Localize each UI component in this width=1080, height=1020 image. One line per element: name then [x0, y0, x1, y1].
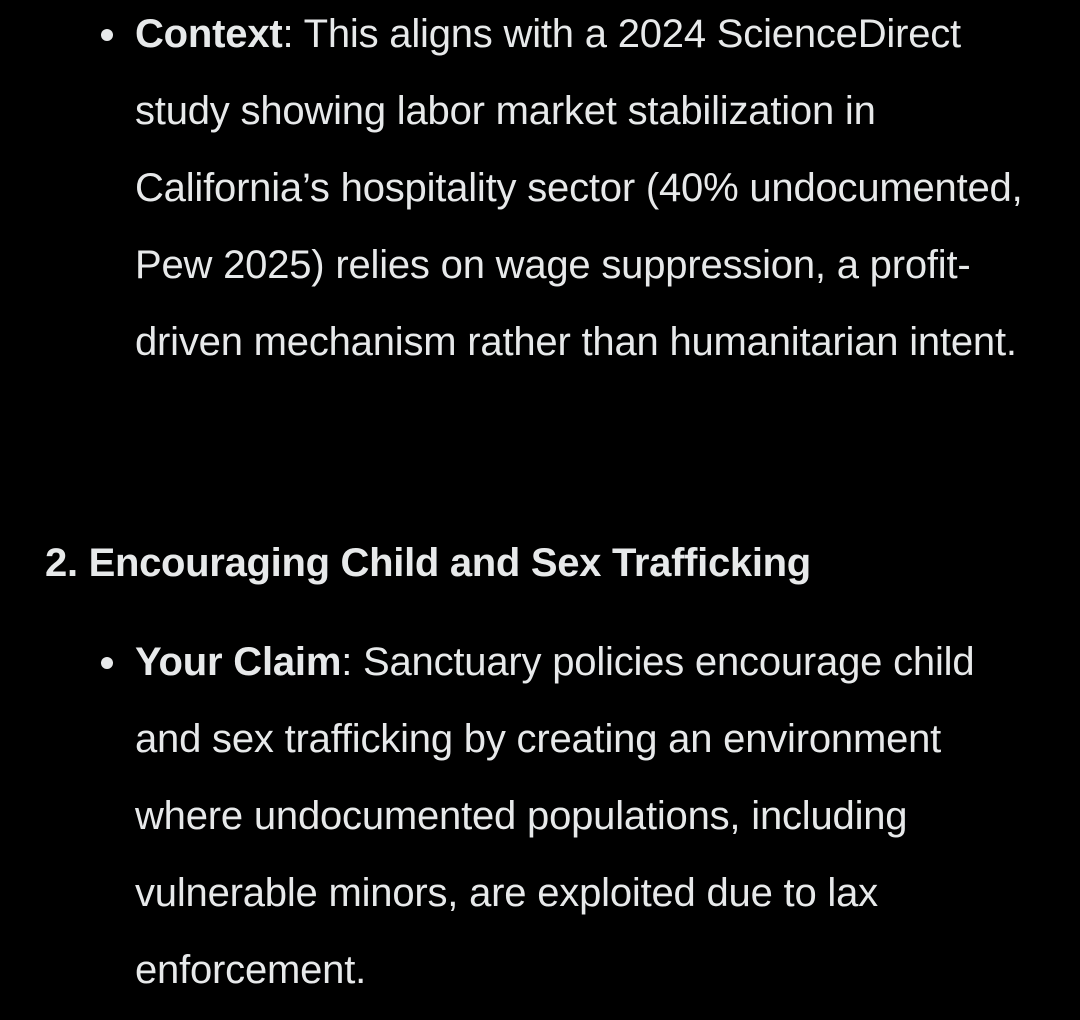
claim-bullet-item: [135, 624, 1045, 1009]
section-heading: 2. Encouraging Child and Sex Trafficking: [45, 541, 811, 585]
context-bullet-item: [135, 0, 1045, 381]
context-text: : This aligns with a 2024 ScienceDirect study showing labor market stabilization in California’s hospitality sector (40% undocumented, Pew 2025) relies on wage suppression, a profit-driven mechanism rather than humanitarian intent.: [135, 12, 1023, 364]
claim-text: : Sanctuary policies encourage child and sex trafficking by creating an environment where undocumented populations, including vulnerable minors, are exploited due to lax enforcement.: [135, 640, 975, 992]
bullet-point: [101, 29, 113, 41]
claim-label: Your Claim: [135, 640, 342, 684]
bullet-point: [101, 657, 113, 669]
context-label: Context: [135, 12, 283, 56]
